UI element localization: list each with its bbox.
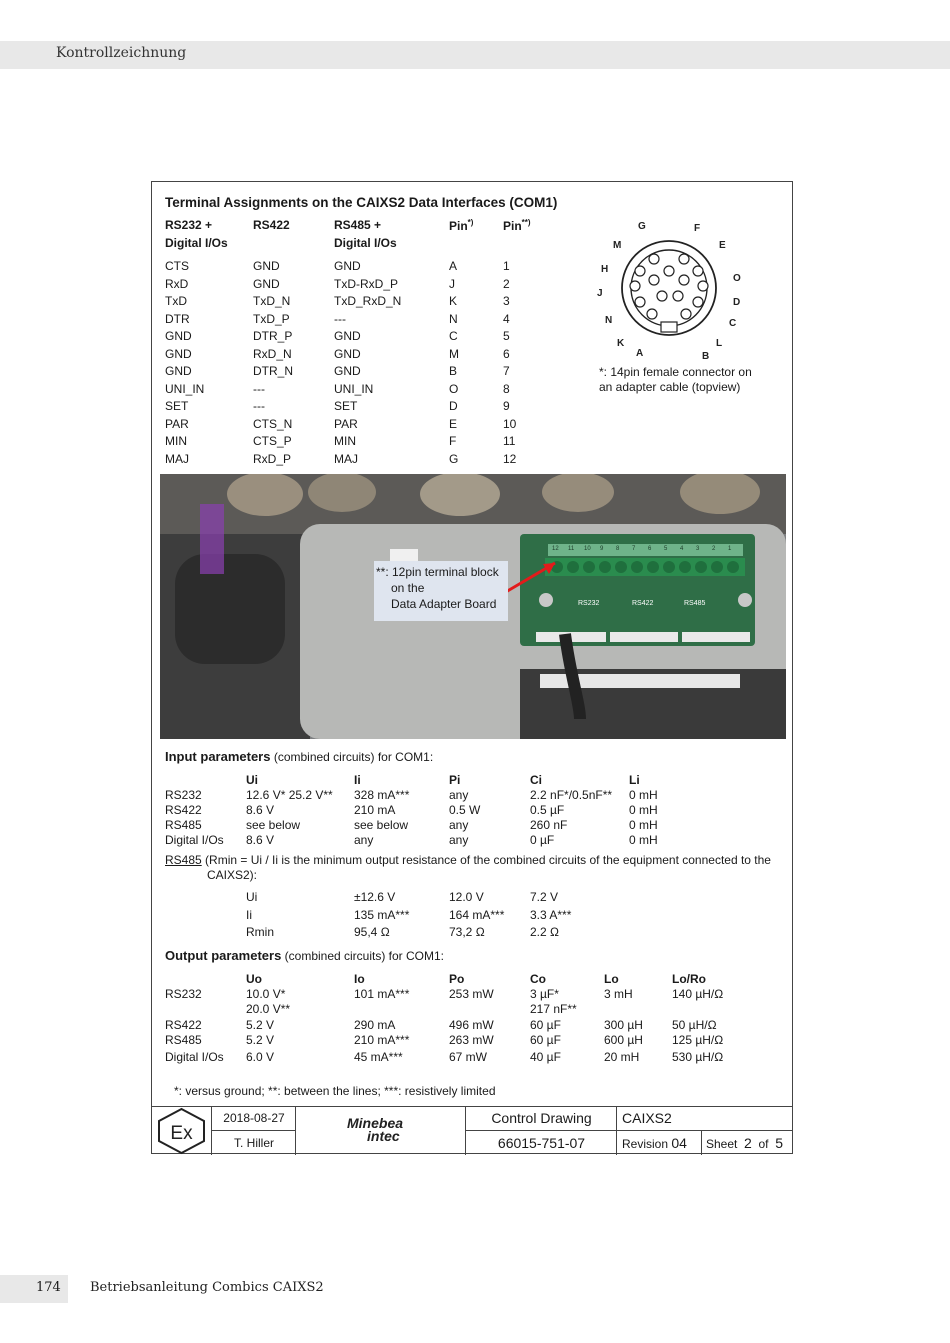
input-params-row-cell: Digital I/Os [165, 833, 224, 847]
pin-label: D [733, 297, 741, 308]
output-params-row-cell: 263 mW [449, 1033, 494, 1047]
output-params-row-cell: 40 µF [530, 1050, 561, 1064]
pin-table-row-cell: 5 [503, 329, 510, 343]
pin-table-row-cell: D [449, 399, 458, 413]
pin-table-row-cell: K [449, 294, 458, 308]
rs485-params-row-cell: 164 mA*** [449, 907, 505, 922]
pin-table-row-cell: C [449, 329, 458, 343]
pin-table-row-cell: UNI_IN [334, 381, 374, 396]
pin-table-row-cell: RxD_P [253, 451, 292, 466]
pin-hole [693, 266, 703, 276]
output-params-row-cell: 20.0 V** [246, 1002, 291, 1016]
output-params-header-cell: Po [449, 972, 465, 986]
output-params-row-cell: 3 µF* [530, 987, 559, 1001]
pin-table-row-cell: GND [334, 364, 361, 378]
pin-table-row-cell: MIN [334, 434, 356, 448]
photo-callout [374, 561, 508, 621]
pin-hole [679, 275, 689, 285]
section-title: Kontrollzeichnung [56, 45, 187, 61]
pin-table-row-cell: TxD [165, 294, 187, 308]
output-params-row-cell: 6.0 V [246, 1050, 275, 1064]
output-params-row-cell: 5.2 V [246, 1018, 275, 1032]
pin-hole [664, 266, 674, 276]
pin-table-row-cell: PAR [165, 416, 189, 431]
pin-table-row-cell: F [449, 434, 457, 448]
col-header-pin1: Pin*) [449, 218, 474, 233]
drawing-date: 2018-08-27 [212, 1107, 296, 1131]
page-number: 174 [36, 1280, 61, 1295]
pin-table-row-cell: SET [334, 399, 358, 413]
pin-table-row-cell: 3 [503, 294, 510, 308]
output-params-row-cell: 210 mA*** [354, 1033, 410, 1047]
terminal-number: 1 [728, 546, 732, 552]
page-number-bar [0, 1275, 68, 1303]
output-params-row-cell: Digital I/Os [165, 1050, 224, 1064]
rs485-note-line1: RS485 (Rmin = Ui / Ii is the minimum output resistance of the combined circuits of the equipment connected to the [165, 853, 771, 867]
col-header-rs422: RS422 [253, 218, 290, 232]
input-params-row-cell: 8.6 V [246, 803, 275, 817]
input-params-row-cell: RS232 [165, 788, 202, 802]
pin-table-row-cell: 2 [503, 276, 510, 291]
pin-table-row-cell: PAR [334, 416, 358, 431]
output-params-header-cell: Lo [604, 972, 619, 986]
pin-hole [635, 266, 645, 276]
callout-line1: **: 12pin terminal block [376, 565, 499, 579]
input-params-row-cell: 0 mH [629, 818, 658, 832]
drawing-author: T. Hiller [233, 1136, 274, 1150]
output-params-row-cell: 496 mW [449, 1018, 494, 1032]
pin-table-row-cell: 9 [503, 399, 510, 413]
pin-table-row-cell: RxD_N [253, 346, 292, 361]
input-params-header-cell: Li [629, 773, 640, 787]
revision-field: Revision 04 [622, 1135, 687, 1151]
output-params-row-cell: 50 µH/Ω [672, 1018, 717, 1032]
terminal-number: 2 [712, 546, 716, 552]
terminal-number: 9 [600, 546, 604, 552]
rs485-params-row-cell: 95,4 Ω [354, 925, 390, 939]
input-params-row-cell: see below [354, 818, 409, 832]
pin-table-row-cell: N [449, 311, 458, 326]
pin-table-row-cell: TxD-RxD_P [334, 276, 399, 291]
connector-caption-line2: an adapter cable (topview) [599, 380, 741, 394]
output-params-row-cell: RS422 [165, 1018, 202, 1032]
output-params-header-cell: Uo [246, 972, 262, 986]
company-logo: Minebea intec [347, 1115, 404, 1144]
input-params-header-cell: Ui [246, 773, 258, 787]
terminal-number: 10 [584, 546, 591, 552]
connector-diagram [592, 216, 752, 366]
pin-table-row-cell: 12 [503, 451, 517, 466]
revision-cell [616, 1107, 792, 1155]
input-params-header-cell: Ii [354, 773, 361, 787]
input-params-row-cell: 328 mA*** [354, 788, 410, 802]
pin-label: N [605, 315, 613, 326]
input-params-row-cell: 260 nF [530, 818, 568, 832]
input-params-row-cell: 0 µF [530, 833, 555, 847]
input-params-row-cell: 2.2 nF*/0.5nF** [530, 788, 613, 802]
terminal-number: 8 [616, 546, 620, 552]
pin-table-row-cell: 6 [503, 346, 510, 361]
rs485-params-row-cell: 73,2 Ω [449, 925, 485, 939]
pin-label: G [638, 221, 646, 232]
pin-hole [681, 309, 691, 319]
col-header-rs232-sub: Digital I/Os [165, 236, 228, 250]
product-name: CAIXS2 [617, 1107, 793, 1131]
pin-label: J [597, 288, 603, 299]
pin-table-row-cell: 10 [503, 416, 517, 431]
pin-label: O [733, 273, 741, 284]
pin-table-row-cell: --- [253, 399, 265, 413]
date-author-cell [211, 1107, 295, 1155]
pin-hole [649, 254, 659, 264]
pin-table-row-cell: RxD [165, 276, 189, 291]
pin-table-row-cell: A [449, 259, 458, 273]
control-drawing-frame [151, 181, 793, 1154]
pin-hole [693, 297, 703, 307]
page-header-bar [0, 41, 950, 69]
pin-hole [698, 281, 708, 291]
output-params-row-cell: 125 µH/Ω [672, 1033, 724, 1047]
manual-title: Betriebsanleitung Combics CAIXS2 [90, 1280, 324, 1295]
terminal-number: 3 [696, 546, 700, 552]
pin-table-row-cell: 4 [503, 311, 510, 326]
pin-table-row-cell: GND [165, 346, 192, 361]
col-header-rs485-sub: Digital I/Os [334, 236, 397, 250]
sheet-field: Sheet 2 of 5 [701, 1131, 793, 1155]
pin-label: A [636, 348, 644, 359]
pin-label: K [617, 338, 625, 349]
rs485-params-row-cell: 7.2 V [530, 890, 559, 904]
callout-line2: on the [391, 581, 425, 595]
output-params-row-cell: RS485 [165, 1033, 202, 1047]
pin-table-row-cell: M [449, 346, 459, 361]
output-params-header-cell: Lo/Ro [672, 972, 706, 986]
rs485-params-row-cell: 2.2 Ω [530, 925, 559, 939]
pin-table-row-cell: CTS_P [253, 434, 292, 448]
output-params-row-cell: 300 µH [604, 1018, 643, 1032]
terminal-number: 6 [648, 546, 652, 552]
output-params-row-cell: 101 mA*** [354, 987, 410, 1001]
drawing-title: Terminal Assignments on the CAIXS2 Data Interfaces (COM1) [165, 195, 558, 210]
rs485-params-row-cell: 12.0 V [449, 890, 484, 904]
pin-table-row-cell: UNI_IN [165, 381, 205, 396]
pin-table-row-cell: G [449, 451, 459, 466]
connector-key [661, 322, 677, 332]
rs485-note-line2: CAIXS2): [207, 868, 258, 882]
output-params-row-cell: 600 µH [604, 1033, 643, 1047]
input-params-row-cell: 0.5 W [449, 803, 481, 817]
input-params-row-cell: 210 mA [354, 803, 396, 817]
rs485-params-row-cell: Ii [246, 907, 252, 922]
input-params-row-cell: see below [246, 818, 301, 832]
connector-inner-ring [631, 250, 707, 326]
input-params-row-cell: 0 mH [629, 788, 658, 802]
pin-table-row-cell: MIN [165, 434, 187, 448]
pin-table-row-cell: TxD_RxD_N [334, 294, 402, 308]
output-params-row-cell: 530 µH/Ω [672, 1050, 724, 1064]
pin-label: B [702, 351, 710, 362]
pin-table-row-cell: MAJ [165, 451, 189, 466]
input-params-row-cell: any [354, 833, 374, 847]
output-params-header-cell: Co [530, 972, 546, 986]
pin-label: M [613, 240, 622, 251]
callout-line3: Data Adapter Board [391, 597, 497, 611]
pin-table-row-cell: MAJ [334, 451, 358, 466]
output-params-row-cell: 10.0 V* [246, 987, 286, 1001]
pin-hole [649, 275, 659, 285]
output-params-row-cell: 290 mA [354, 1018, 396, 1032]
pin-table-row-cell: DTR_N [253, 364, 294, 378]
pin-table-row-cell: 8 [503, 381, 510, 396]
pin-table-row-cell: GND [253, 259, 280, 273]
col-header-rs232: RS232 + [165, 218, 213, 232]
pin-table-row-cell: TxD_P [253, 311, 290, 326]
rs485-params-row-cell: Rmin [246, 925, 275, 939]
pin-table-row-cell: --- [253, 381, 265, 396]
input-params-row-cell: 0 mH [629, 803, 658, 817]
pin-table-row-cell: GND [165, 329, 192, 343]
output-params-row-cell: 60 µF [530, 1033, 561, 1047]
pin-table-row-cell: CTS [165, 259, 189, 273]
pin-hole [635, 297, 645, 307]
logo-cell [295, 1107, 465, 1155]
rs485-params-row-cell: ±12.6 V [354, 890, 396, 904]
pin-table-row-cell: TxD_N [253, 294, 291, 308]
output-params-row-cell: RS232 [165, 987, 202, 1001]
pin-table-row-cell: B [449, 364, 458, 378]
col-header-pin2: Pin**) [503, 218, 531, 233]
terminal-number: 7 [632, 546, 636, 552]
pin-hole [679, 254, 689, 264]
document-number: 66015-751-07 [497, 1135, 586, 1151]
output-params-row-cell: 253 mW [449, 987, 494, 1001]
pin-label: H [601, 264, 609, 275]
pin-hole [657, 291, 667, 301]
adapter-board-photo [160, 474, 786, 739]
output-params-row-cell: 20 mH [604, 1050, 640, 1064]
title-block [152, 1106, 792, 1155]
ex-hexagon-icon [152, 1107, 211, 1155]
input-params-row-cell: any [449, 818, 469, 832]
footnote: *: versus ground; **: between the lines; ***: resistively limited [174, 1084, 496, 1098]
output-params-row-cell: 45 mA*** [354, 1050, 403, 1064]
pin-table-row-cell: 7 [503, 364, 510, 378]
rs485-params-row-cell: Ui [246, 890, 258, 904]
output-params-row-cell: 5.2 V [246, 1033, 275, 1047]
output-params-row-cell: 60 µF [530, 1018, 561, 1032]
output-params-row-cell: 3 mH [604, 987, 633, 1001]
col-header-rs485: RS485 + [334, 218, 382, 232]
pin-table-row-cell: DTR_P [253, 329, 293, 343]
pin-hole [673, 291, 683, 301]
pin-table-row-cell: GND [334, 259, 361, 273]
pin-table-row-cell: GND [334, 329, 361, 343]
board-label-rs232: RS232 [578, 600, 600, 607]
board-label-rs422: RS422 [632, 600, 654, 607]
pin-table-row-cell: GND [253, 276, 280, 291]
terminal-number: 11 [568, 546, 575, 552]
input-params-row-cell: 0.5 µF [530, 803, 565, 817]
pin-table-row-cell: 1 [503, 259, 510, 273]
input-params-title: Input parameters (combined circuits) for COM1: [165, 749, 434, 764]
pin-table-row-cell: GND [334, 346, 361, 361]
pin-table-row-cell: E [449, 416, 458, 431]
pin-table-row-cell: DTR [165, 311, 190, 326]
input-params-row-cell: any [449, 833, 469, 847]
connector-caption-line1: *: 14pin female connector on [599, 365, 752, 379]
input-params-row-cell: any [449, 788, 469, 802]
pin-table-row-cell: O [449, 381, 459, 396]
pin-hole [630, 281, 640, 291]
pin-label: F [694, 223, 701, 234]
pin-hole [647, 309, 657, 319]
input-params-row-cell: RS422 [165, 803, 202, 817]
output-params-row-cell: 217 nF** [530, 1002, 577, 1016]
input-params-row-cell: 12.6 V* 25.2 V** [246, 788, 333, 802]
input-params-header-cell: Ci [530, 773, 542, 787]
pin-label: C [729, 318, 737, 329]
pin-table-row-cell: --- [334, 311, 346, 326]
input-params-row-cell: 8.6 V [246, 833, 275, 847]
document-type: Control Drawing [466, 1107, 617, 1131]
output-params-header-cell: Io [354, 972, 365, 986]
pin-table-row-cell: CTS_N [253, 416, 293, 431]
input-params-header-cell: Pi [449, 773, 461, 787]
ex-symbol-cell [152, 1107, 211, 1155]
rs485-params-row-cell: 135 mA*** [354, 907, 410, 922]
pin-table-row-cell: SET [165, 399, 189, 413]
input-params-row-cell: 0 mH [629, 833, 658, 847]
pin-table-row-cell: 11 [503, 434, 516, 448]
terminal-number: 12 [552, 546, 559, 552]
pin-table-row-cell: GND [165, 364, 192, 378]
rs485-params-row-cell: 3.3 A*** [530, 907, 572, 922]
output-params-title: Output parameters (combined circuits) for COM1: [165, 948, 445, 963]
output-params-row-cell: 140 µH/Ω [672, 987, 724, 1001]
board-label-rs485: RS485 [684, 600, 706, 607]
pin-table-row-cell: J [449, 276, 455, 291]
svg-text:Ex: Ex [170, 1123, 193, 1144]
pin-label: L [716, 338, 723, 349]
pin-label: E [719, 240, 726, 251]
input-params-row-cell: RS485 [165, 818, 202, 832]
output-params-row-cell: 67 mW [449, 1050, 488, 1064]
terminal-number: 5 [664, 546, 668, 552]
doc-info-cell [465, 1107, 616, 1155]
terminal-number: 4 [680, 546, 684, 552]
